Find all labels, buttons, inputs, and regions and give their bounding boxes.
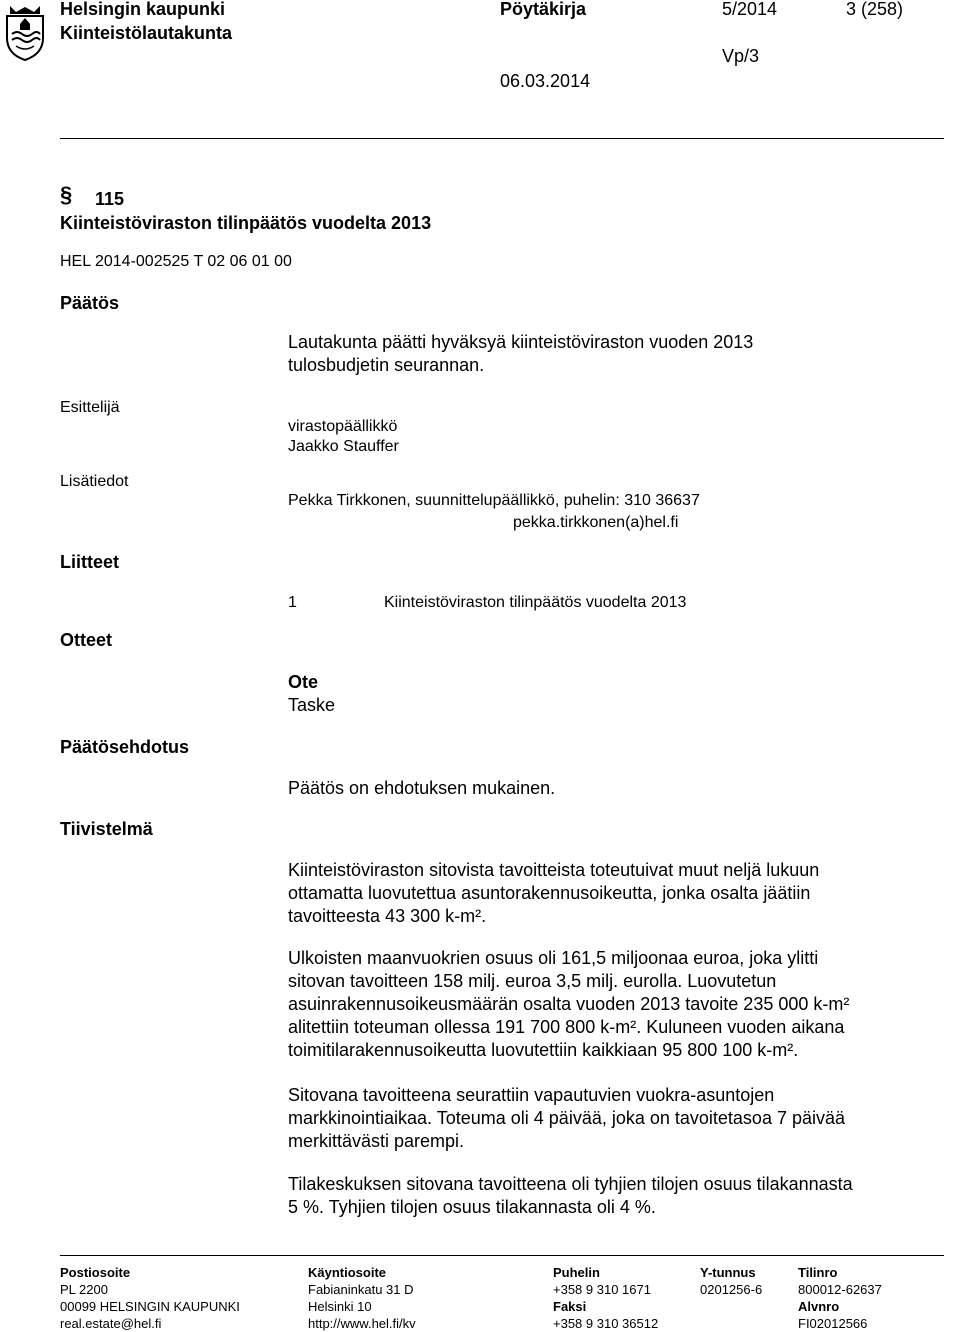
extracts-heading: Ote: [288, 672, 319, 692]
decision-line: tulosbudjetin seurannan.: [288, 355, 485, 375]
footer-value: 800012-62637: [798, 1282, 882, 1297]
summary-line: toimitilarakennusoikeutta luovutettiin kaikkiaan 95 800 100 k-m².: [288, 1040, 799, 1060]
footer-value: Fabianinkatu 31 D: [308, 1282, 414, 1297]
attachment-title[interactable]: Kiinteistöviraston tilinpäätös vuodelta 2013: [384, 594, 687, 611]
label-decision: Päätös: [60, 293, 120, 313]
footer-label: Y-tunnus: [700, 1265, 756, 1280]
footer-email[interactable]: real.estate@hel.fi: [60, 1316, 162, 1331]
summary-line: Kiinteistöviraston sitovista tavoitteista toteutuivat muut neljä lukuun: [288, 860, 820, 880]
footer-url[interactable]: http://www.hel.fi/kv: [308, 1316, 416, 1331]
contact-email: pekka.tirkkonen(a)hel.fi: [513, 514, 679, 531]
footer-value: 00099 HELSINGIN KAUPUNKI: [60, 1299, 240, 1314]
summary-line: sitovan tavoitteen 158 milj. euroa 3,5 milj. eurolla. Luovutetun: [288, 971, 777, 991]
item-title: Kiinteistöviraston tilinpäätös vuodelta 2013: [60, 213, 432, 233]
proposal-text: Päätös on ehdotuksen mukainen.: [288, 778, 556, 798]
label-more-info: Lisätiedot: [60, 473, 129, 490]
footer-value: PL 2200: [60, 1282, 108, 1297]
presenter-name: Jaakko Stauffer: [288, 438, 399, 455]
summary-line: merkittävästi parempi.: [288, 1131, 465, 1151]
header-date: 06.03.2014: [500, 71, 591, 91]
footer-label: Alvnro: [798, 1299, 840, 1314]
header-number: 5/2014: [722, 0, 778, 19]
header-page: 3 (258): [846, 0, 904, 19]
summary-paragraph-4: [288, 1173, 928, 1219]
footer-value: FI02012566: [798, 1316, 868, 1331]
footer-postal: [60, 1264, 240, 1332]
decision-text: [288, 331, 928, 377]
section-symbol: §: [60, 182, 73, 207]
label-summary: Tiivistelmä: [60, 819, 153, 839]
summary-line: 5 %. Tyhjien tilojen osuus tilakannasta oli 4 %.: [288, 1197, 656, 1217]
summary-paragraph-2: [288, 947, 928, 1062]
footer-value: 0201256-6: [700, 1282, 763, 1297]
footer-label: Käyntiosoite: [308, 1265, 387, 1280]
helsinki-logo-icon: [4, 4, 46, 62]
footer-label: Tilinro: [798, 1265, 838, 1280]
summary-line: Ulkoisten maanvuokrien osuus oli 161,5 miljoonaa euroa, joka ylitti: [288, 948, 819, 968]
summary-line: ottamatta luovutettua asuntorakennusoikeutta, jonka osalta jäätiin: [288, 883, 811, 903]
label-attachments: Liitteet: [60, 552, 120, 572]
footer-label: Puhelin: [553, 1265, 600, 1280]
footer-rule: [60, 1255, 944, 1256]
summary-line: Tilakeskuksen sitovana tavoitteena oli tyhjien tilojen osuus tilakannasta: [288, 1174, 853, 1194]
footer-ytunnus: [700, 1264, 762, 1298]
summary-paragraph-1: [288, 859, 928, 928]
label-proposal: Päätösehdotus: [60, 737, 190, 757]
header-doc-type: Pöytäkirja: [500, 0, 587, 19]
header-rule: [60, 138, 944, 139]
footer-account: [798, 1264, 882, 1332]
footer-value: +358 9 310 36512: [553, 1316, 659, 1331]
footer-value: Helsinki 10: [308, 1299, 372, 1314]
footer-label: Faksi: [553, 1299, 587, 1314]
decision-line: Lautakunta päätti hyväksyä kiinteistöviraston vuoden 2013: [288, 332, 754, 352]
summary-line: asuinrakennusoikeusmäärän osalta vuoden 2013 tavoite 235 000 k-m²: [288, 994, 850, 1014]
summary-line: tavoitteesta 43 300 k-m².: [288, 906, 487, 926]
case-id: HEL 2014-002525 T 02 06 01 00: [60, 253, 292, 270]
footer-visit: [308, 1264, 416, 1332]
footer-phone: [553, 1264, 658, 1332]
footer-value: +358 9 310 1671: [553, 1282, 651, 1297]
header-section-ref: Vp/3: [722, 46, 760, 66]
summary-line: Sitovana tavoitteena seurattiin vapautuvien vuokra-asuntojen: [288, 1085, 775, 1105]
contact-line: Pekka Tirkkonen, suunnittelupäällikkö, puhelin: 310 36637: [288, 492, 700, 509]
item-number: 115: [95, 189, 125, 209]
footer-label: Postiosoite: [60, 1265, 131, 1280]
summary-line: alitettiin toteuman ollessa 191 700 800 k-m². Kuluneen vuoden aikana: [288, 1017, 845, 1037]
attachment-number: 1: [288, 594, 297, 611]
label-extracts: Otteet: [60, 630, 113, 650]
presenter-title: virastopäällikkö: [288, 418, 398, 435]
extracts-recipient: Taske: [288, 695, 336, 715]
header-board: Kiinteistölautakunta: [60, 23, 233, 43]
label-presenter: Esittelijä: [60, 399, 120, 416]
summary-paragraph-3: [288, 1084, 928, 1153]
header-org: Helsingin kaupunki: [60, 0, 226, 19]
summary-line: markkinointiaikaa. Toteuma oli 4 päivää, joka on tavoitetasoa 7 päivää: [288, 1108, 846, 1128]
